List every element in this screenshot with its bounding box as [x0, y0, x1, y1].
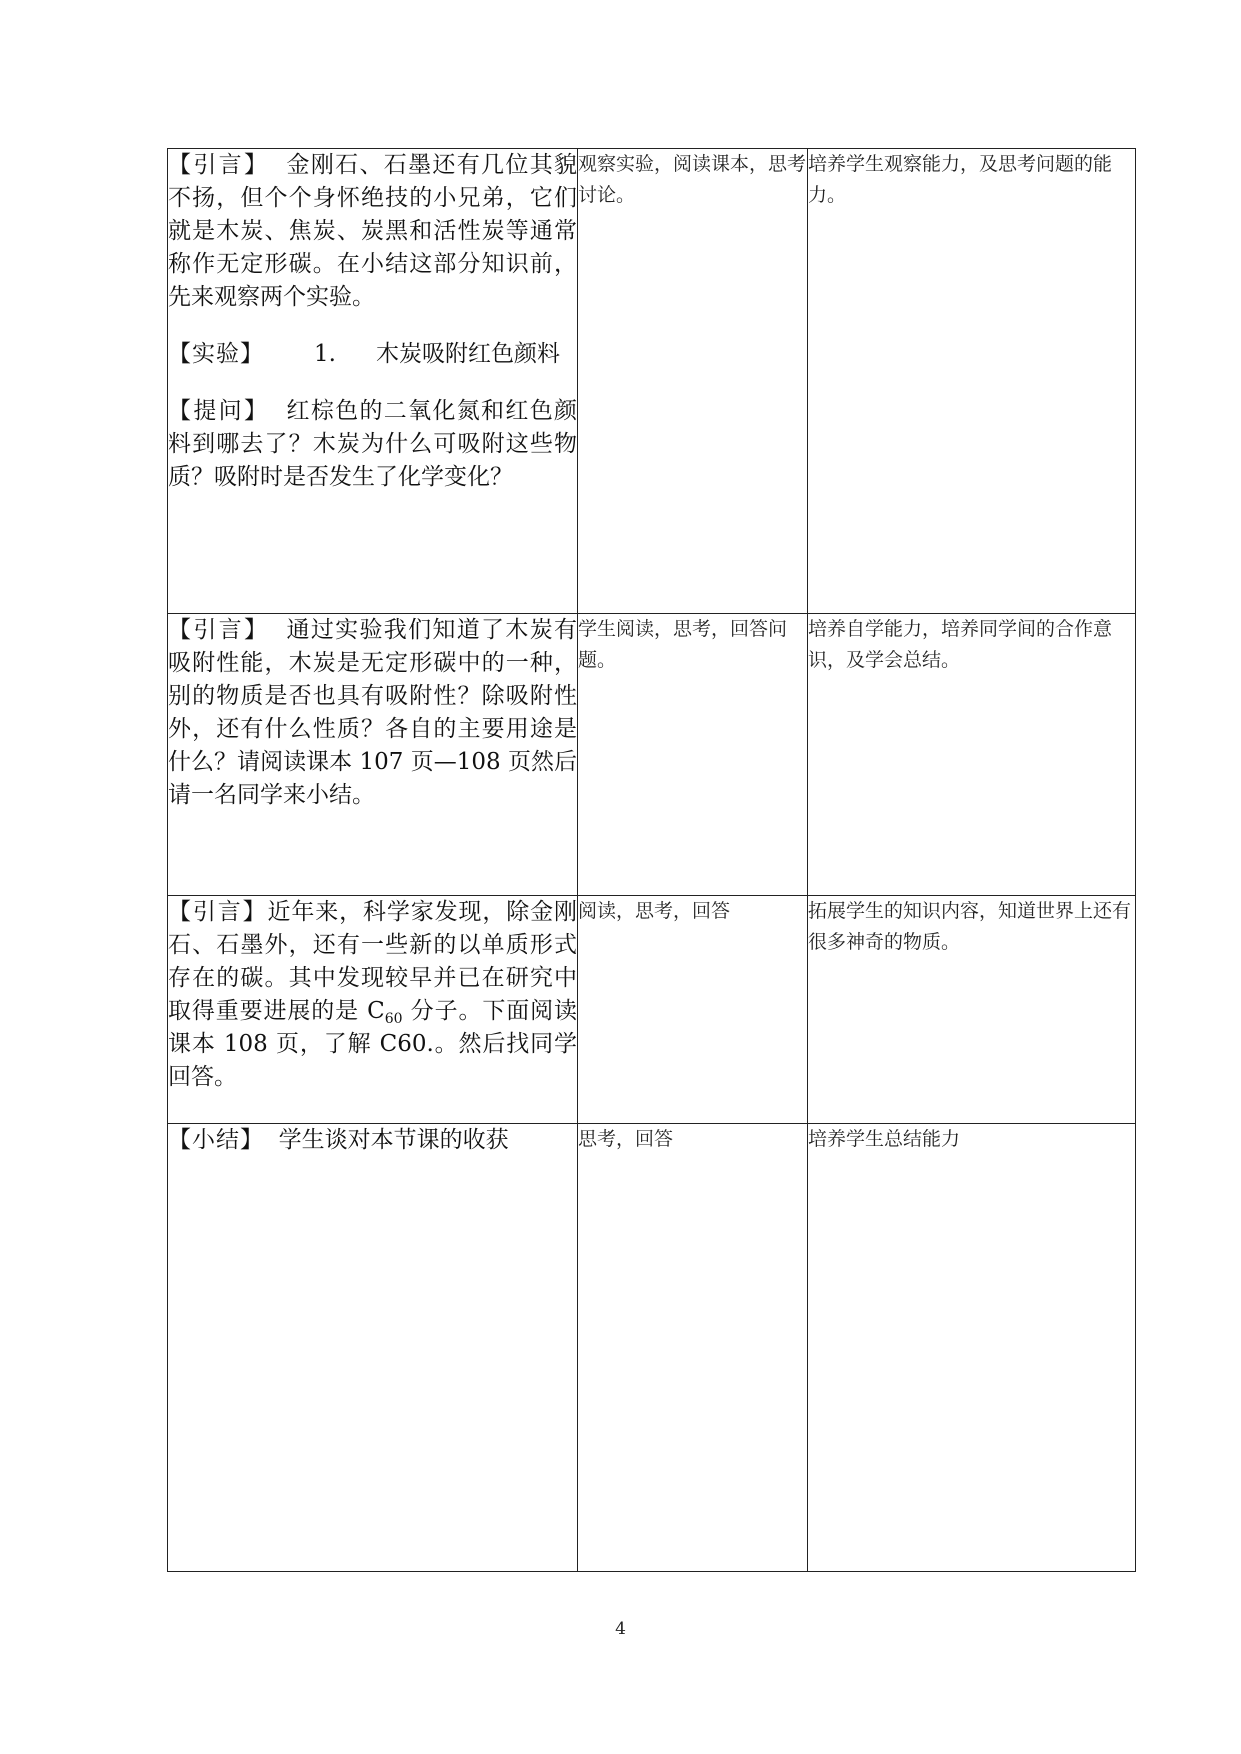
intro-paragraph [168, 896, 577, 1094]
design-purpose-text: 培养学生总结能力 [808, 1128, 961, 1150]
teacher-activity-cell [168, 896, 578, 1124]
lesson-plan-table [167, 148, 1136, 1572]
experiment-tag: 【实验】 [168, 341, 264, 367]
design-purpose-cell [808, 896, 1136, 1124]
table-row [168, 896, 1136, 1124]
summary-tag: 【小结】 [168, 1127, 264, 1153]
teacher-activity-cell [168, 614, 578, 896]
intro-paragraph [168, 614, 577, 812]
experiment-number: 1. [314, 341, 336, 367]
table-row [168, 149, 1136, 614]
intro-tag: 【引言】 [168, 152, 270, 178]
student-activity-cell [578, 1124, 808, 1572]
c60-subscript: 60 [384, 1011, 403, 1027]
intro-text-before: 近年来，科学家发现，除金刚石、石墨外，还有一些新的以单质形式存在的碳。其中发现较早并已在研究中取得重要进展的是 C [168, 899, 577, 1024]
question-paragraph [168, 395, 577, 494]
intro-tag: 【引言】 [168, 899, 268, 925]
student-activity-cell [578, 149, 808, 614]
student-activity-cell [578, 896, 808, 1124]
student-activity-text: 学生阅读，思考，回答问题。 [578, 618, 788, 671]
teacher-activity-cell [168, 1124, 578, 1572]
table-row [168, 614, 1136, 896]
summary-text: 学生谈对本节课的收获 [278, 1127, 509, 1153]
summary-paragraph [168, 1124, 577, 1157]
teacher-activity-cell [168, 149, 578, 614]
experiment-paragraph [168, 338, 577, 371]
student-activity-cell [578, 614, 808, 896]
intro-tag: 【引言】 [168, 617, 270, 643]
design-purpose-text: 培养学生观察能力，及思考问题的能力。 [808, 153, 1113, 206]
design-purpose-text: 拓展学生的知识内容，知道世界上还有很多神奇的物质。 [808, 900, 1132, 953]
page-number: 4 [615, 1619, 626, 1639]
student-activity-text: 阅读，思考，回答 [578, 900, 731, 922]
experiment-text: 木炭吸附红色颜料 [375, 341, 560, 367]
intro-text: 通过实验我们知道了木炭有吸附性能，木炭是无定形碳中的一种，别的物质是否也具有吸附性？除吸附性外，还有什么性质？各自的主要用途是什么？请阅读课本 107 页—108 页然后请一名同学来小结。 [168, 617, 578, 808]
design-purpose-text: 培养自学能力，培养同学间的合作意识，及学会总结。 [808, 618, 1113, 671]
question-tag: 【提问】 [168, 398, 270, 424]
design-purpose-cell [808, 1124, 1136, 1572]
student-activity-text: 思考，回答 [578, 1128, 674, 1150]
design-purpose-cell [808, 614, 1136, 896]
student-activity-text: 观察实验，阅读课本，思考讨论。 [578, 153, 807, 206]
design-purpose-cell [808, 149, 1136, 614]
intro-text-after: 分子。下面阅读课本 108 页，了解 C60.。然后找同学回答。 [168, 998, 577, 1090]
intro-paragraph [168, 149, 577, 314]
table-row [168, 1124, 1136, 1572]
question-text: 红棕色的二氧化氮和红色颜料到哪去了？木炭为什么可吸附这些物质？吸附时是否发生了化学变化？ [168, 398, 578, 490]
intro-text: 金刚石、石墨还有几位其貌不扬，但个个身怀绝技的小兄弟，它们就是木炭、焦炭、炭黑和活性炭等通常称作无定形碳。在小结这部分知识前，先来观察两个实验。 [168, 152, 578, 310]
